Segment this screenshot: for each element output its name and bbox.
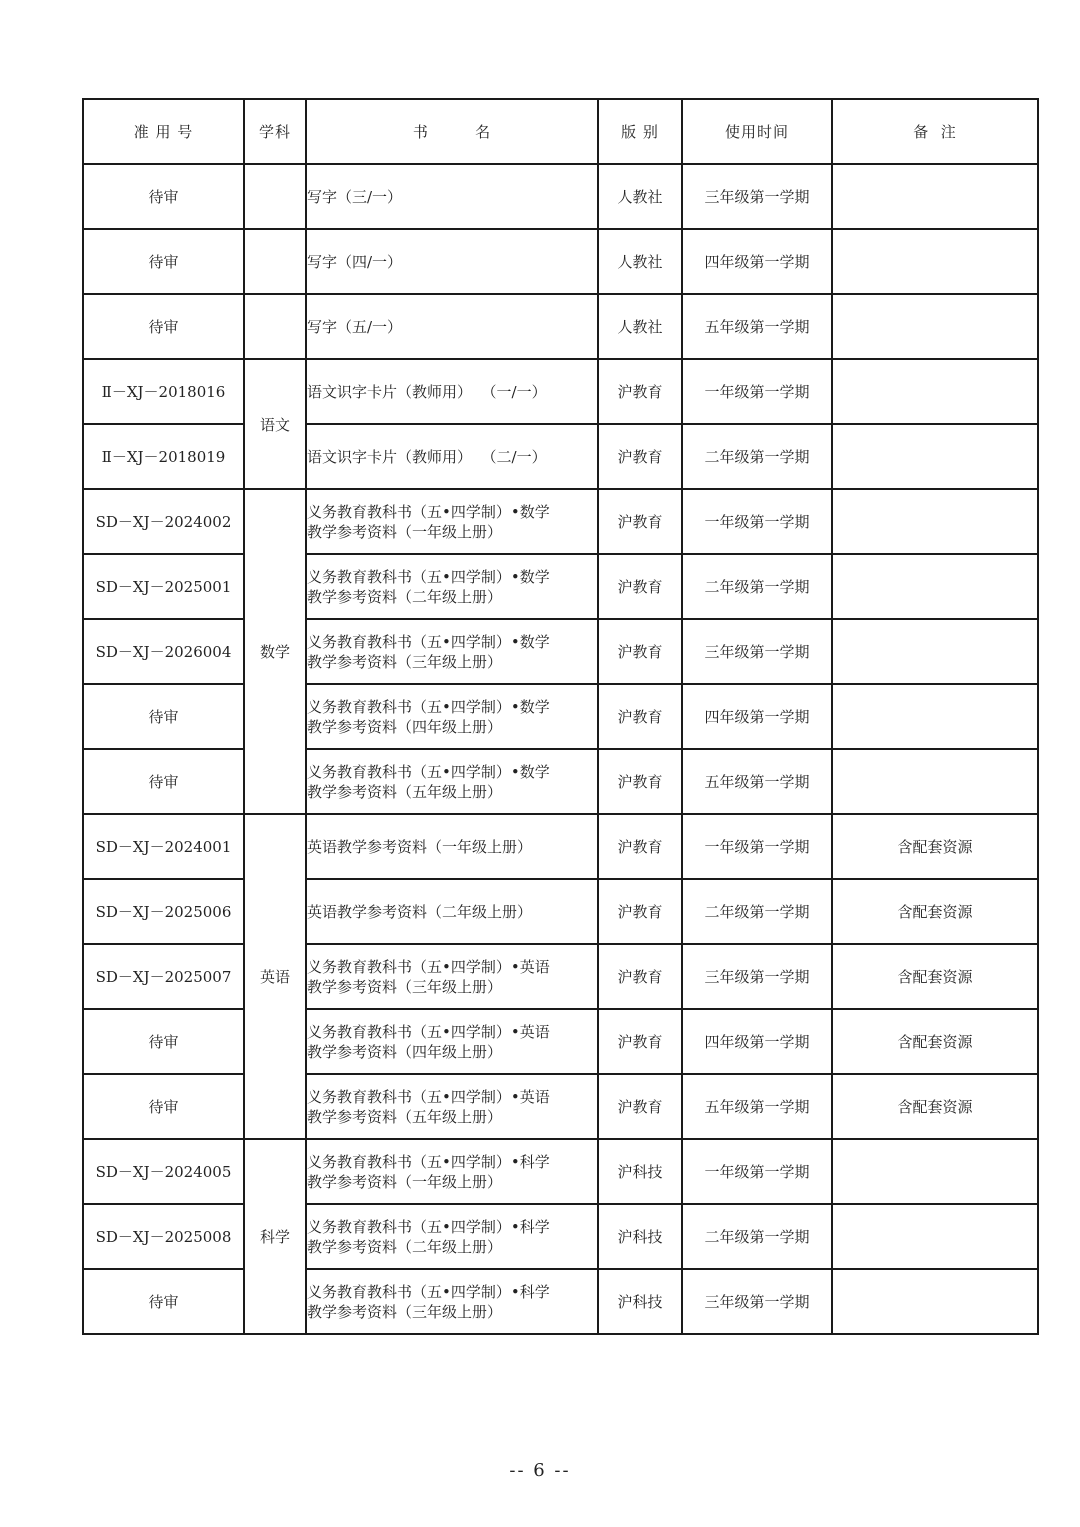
note-cell: 含配套资源 [832, 1009, 1038, 1074]
id-cell: SD－XJ－2024005 [83, 1139, 244, 1204]
header-subject: 学科 [244, 99, 306, 164]
title-line-2: 教学参考资料（五年级上册） [307, 782, 503, 801]
title-line-1: 义务教育教科书（五•四学制）•数学 [307, 632, 550, 651]
id-cell: Ⅱ－XJ－2018016 [83, 359, 244, 424]
time-cell: 二年级第一学期 [682, 554, 832, 619]
note-cell [832, 229, 1038, 294]
title-line-1: 义务教育教科书（五•四学制）•科学 [307, 1217, 550, 1236]
title-cell: 写字（五/一） [306, 294, 598, 359]
table-row [83, 749, 1038, 814]
note-cell [832, 554, 1038, 619]
page-number: -- 6 -- [509, 1460, 571, 1481]
title-line-2: 教学参考资料（三年级上册） [307, 1302, 503, 1321]
time-cell: 二年级第一学期 [682, 879, 832, 944]
publisher-cell: 人教社 [598, 294, 682, 359]
table-row [83, 229, 1038, 294]
title-cell [306, 1269, 598, 1334]
publisher-cell: 沪教育 [598, 1074, 682, 1139]
publisher-cell: 沪教育 [598, 489, 682, 554]
header-note: 备 注 [832, 99, 1038, 164]
table-row [83, 554, 1038, 619]
subject-cell [244, 164, 306, 229]
note-cell [832, 164, 1038, 229]
header-title: 书 名 [306, 99, 598, 164]
publisher-cell: 沪教育 [598, 619, 682, 684]
subject-cell [244, 229, 306, 294]
subject-cell-english: 英语 [244, 814, 306, 1139]
id-cell: SD－XJ－2024002 [83, 489, 244, 554]
title-line-1: 义务教育教科书（五•四学制）•数学 [307, 567, 550, 586]
publisher-cell: 人教社 [598, 229, 682, 294]
note-cell [832, 359, 1038, 424]
table-row [83, 684, 1038, 749]
title-line-1: 义务教育教科书（五•四学制）•科学 [307, 1282, 550, 1301]
title-cell [306, 1009, 598, 1074]
id-cell: 待审 [83, 294, 244, 359]
title-line-2: 教学参考资料（三年级上册） [307, 652, 503, 671]
time-cell: 一年级第一学期 [682, 814, 832, 879]
publisher-cell: 沪科技 [598, 1269, 682, 1334]
title-line-2: 教学参考资料（五年级上册） [307, 1107, 503, 1126]
time-cell: 二年级第一学期 [682, 1204, 832, 1269]
time-cell: 五年级第一学期 [682, 749, 832, 814]
id-cell: SD－XJ－2025008 [83, 1204, 244, 1269]
title-cell [306, 1074, 598, 1139]
publisher-cell: 沪教育 [598, 684, 682, 749]
title-line-1: 义务教育教科书（五•四学制）•英语 [307, 1022, 550, 1041]
time-cell: 五年级第一学期 [682, 1074, 832, 1139]
note-cell [832, 1269, 1038, 1334]
id-cell: 待审 [83, 164, 244, 229]
table-row [83, 294, 1038, 359]
title-cell [306, 684, 598, 749]
id-cell: SD－XJ－2026004 [83, 619, 244, 684]
time-cell: 三年级第一学期 [682, 164, 832, 229]
title-line-2: 教学参考资料（二年级上册） [307, 1237, 503, 1256]
publisher-cell: 沪科技 [598, 1204, 682, 1269]
publisher-cell: 沪教育 [598, 424, 682, 489]
title-line-2: 教学参考资料（一年级上册） [307, 522, 503, 541]
id-cell: 待审 [83, 684, 244, 749]
note-cell [832, 619, 1038, 684]
note-cell [832, 489, 1038, 554]
subject-cell-chinese: 语文 [244, 359, 306, 489]
note-cell: 含配套资源 [832, 879, 1038, 944]
subject-cell [244, 294, 306, 359]
publisher-cell: 沪教育 [598, 359, 682, 424]
title-line-2: 教学参考资料（二年级上册） [307, 587, 503, 606]
title-line-2: 教学参考资料（三年级上册） [307, 977, 503, 996]
publisher-cell: 沪科技 [598, 1139, 682, 1204]
time-cell: 四年级第一学期 [682, 229, 832, 294]
table-row [83, 814, 1038, 879]
publisher-cell: 沪教育 [598, 554, 682, 619]
note-cell [832, 749, 1038, 814]
publisher-cell: 沪教育 [598, 944, 682, 1009]
id-cell: SD－XJ－2025007 [83, 944, 244, 1009]
header-publisher: 版 别 [598, 99, 682, 164]
note-cell [832, 1139, 1038, 1204]
publisher-cell: 沪教育 [598, 749, 682, 814]
table-row [83, 1074, 1038, 1139]
time-cell: 四年级第一学期 [682, 1009, 832, 1074]
publisher-cell: 沪教育 [598, 814, 682, 879]
title-line-1: 义务教育教科书（五•四学制）•英语 [307, 1087, 550, 1106]
table-row [83, 424, 1038, 489]
subject-cell-math: 数学 [244, 489, 306, 814]
title-line-2: 教学参考资料（四年级上册） [307, 1042, 503, 1061]
table-row [83, 359, 1038, 424]
table-row [83, 619, 1038, 684]
id-cell: Ⅱ－XJ－2018019 [83, 424, 244, 489]
publisher-cell: 沪教育 [598, 1009, 682, 1074]
title-cell [306, 1204, 598, 1269]
title-line-1: 义务教育教科书（五•四学制）•数学 [307, 502, 550, 521]
table-row [83, 879, 1038, 944]
title-line-2: 教学参考资料（四年级上册） [307, 717, 503, 736]
title-line-1: 义务教育教科书（五•四学制）•英语 [307, 957, 550, 976]
publisher-cell: 沪教育 [598, 879, 682, 944]
table-row [83, 489, 1038, 554]
title-cell: 英语教学参考资料（一年级上册） [306, 814, 598, 879]
time-cell: 四年级第一学期 [682, 684, 832, 749]
time-cell: 三年级第一学期 [682, 1269, 832, 1334]
id-cell: 待审 [83, 1009, 244, 1074]
table-row [83, 944, 1038, 1009]
table-row [83, 1139, 1038, 1204]
title-cell [306, 619, 598, 684]
publisher-cell: 人教社 [598, 164, 682, 229]
header-time: 使用时间 [682, 99, 832, 164]
table-row [83, 1009, 1038, 1074]
id-cell: 待审 [83, 1269, 244, 1334]
title-cell: 语文识字卡片（教师用） （一/一） [306, 359, 598, 424]
title-cell [306, 749, 598, 814]
title-cell: 写字（四/一） [306, 229, 598, 294]
title-line-2: 教学参考资料（一年级上册） [307, 1172, 503, 1191]
time-cell: 三年级第一学期 [682, 619, 832, 684]
note-cell [832, 1204, 1038, 1269]
table-row [83, 1269, 1038, 1334]
time-cell: 一年级第一学期 [682, 359, 832, 424]
id-cell: SD－XJ－2024001 [83, 814, 244, 879]
note-cell: 含配套资源 [832, 814, 1038, 879]
note-cell: 含配套资源 [832, 1074, 1038, 1139]
table-row [83, 164, 1038, 229]
title-cell [306, 554, 598, 619]
title-cell: 写字（三/一） [306, 164, 598, 229]
note-cell [832, 294, 1038, 359]
title-cell: 英语教学参考资料（二年级上册） [306, 879, 598, 944]
id-cell: 待审 [83, 229, 244, 294]
note-cell: 含配套资源 [832, 944, 1038, 1009]
id-cell: 待审 [83, 1074, 244, 1139]
title-cell [306, 489, 598, 554]
title-line-1: 义务教育教科书（五•四学制）•数学 [307, 762, 550, 781]
time-cell: 一年级第一学期 [682, 489, 832, 554]
time-cell: 三年级第一学期 [682, 944, 832, 1009]
id-cell: 待审 [83, 749, 244, 814]
time-cell: 五年级第一学期 [682, 294, 832, 359]
subject-cell-science: 科学 [244, 1139, 306, 1334]
title-line-1: 义务教育教科书（五•四学制）•科学 [307, 1152, 550, 1171]
note-cell [832, 684, 1038, 749]
header-row [83, 99, 1038, 164]
title-cell: 语文识字卡片（教师用） （二/一） [306, 424, 598, 489]
time-cell: 一年级第一学期 [682, 1139, 832, 1204]
title-cell [306, 1139, 598, 1204]
note-cell [832, 424, 1038, 489]
id-cell: SD－XJ－2025006 [83, 879, 244, 944]
title-line-1: 义务教育教科书（五•四学制）•数学 [307, 697, 550, 716]
textbook-table [82, 98, 1039, 1335]
table-row [83, 1204, 1038, 1269]
title-cell [306, 944, 598, 1009]
time-cell: 二年级第一学期 [682, 424, 832, 489]
id-cell: SD－XJ－2025001 [83, 554, 244, 619]
header-id: 准 用 号 [83, 99, 244, 164]
